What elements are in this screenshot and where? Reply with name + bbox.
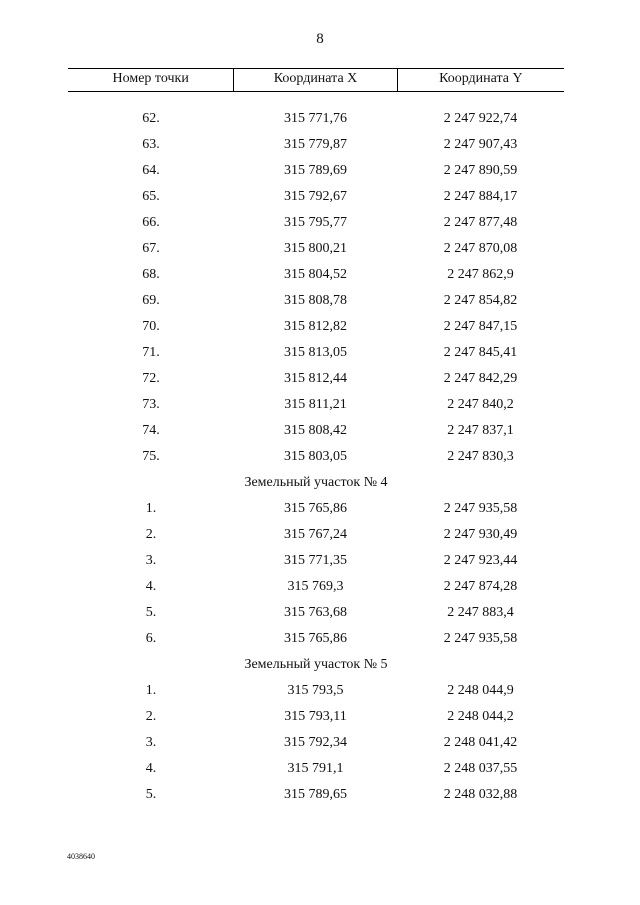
table-row [68,392,564,418]
table-row [68,600,564,626]
point-number-cell: 67. [142,241,160,256]
coordinate-x-cell: 315 793,11 [284,709,347,724]
coordinate-x-cell: 315 804,52 [284,267,347,282]
table-row [68,496,564,522]
table-row [68,158,564,184]
coordinate-y-cell: 2 247 883,4 [447,605,514,620]
point-number-cell: 63. [142,137,160,152]
coordinate-x-cell: 315 765,86 [284,501,347,516]
coordinate-x-cell: 315 795,77 [284,215,347,230]
point-number-cell: 4. [145,761,157,776]
coordinate-x-cell: 315 811,21 [284,397,347,412]
coordinate-x-cell: 315 808,78 [284,293,347,308]
point-number-cell: 62. [142,111,160,126]
point-number-cell: 2. [145,527,157,542]
point-number-cell: 64. [142,163,160,178]
table-row [68,184,564,210]
table-row [68,678,564,704]
point-number-cell: 70. [142,319,160,334]
coordinate-x-cell: 315 767,24 [284,527,347,542]
point-number-cell: 69. [142,293,160,308]
point-number-cell: 73. [142,397,160,412]
point-number-cell: 1. [145,501,157,516]
coordinate-y-cell: 2 248 044,9 [447,683,514,698]
table-row [68,106,564,132]
column-header-coordinate-y: Координата Y [397,69,564,91]
coordinate-x-cell: 315 789,65 [284,787,347,802]
coordinate-y-cell: 2 247 884,17 [443,189,518,204]
table-row [68,314,564,340]
table-row [68,340,564,366]
coordinate-y-cell: 2 247 854,82 [443,293,518,308]
table-row [68,730,564,756]
column-header-coordinate-x: Координата X [233,69,396,91]
point-number-cell: 2. [145,709,157,724]
table-row [68,366,564,392]
coordinate-y-cell: 2 247 845,41 [443,345,518,360]
point-number-cell: 66. [142,215,160,230]
coordinate-y-cell: 2 247 922,74 [443,111,518,126]
table-row [68,548,564,574]
coordinate-x-cell: 315 771,35 [284,553,347,568]
coordinate-x-cell: 315 792,67 [284,189,347,204]
table-row [68,262,564,288]
coordinate-x-cell: 315 765,86 [284,631,347,646]
coordinate-x-cell: 315 812,82 [284,319,347,334]
table-body [68,106,564,808]
coordinate-x-cell: 315 803,05 [284,449,347,464]
coordinate-y-cell: 2 247 870,08 [443,241,518,256]
point-number-cell: 6. [145,631,157,646]
coordinate-y-cell: 2 247 890,59 [443,163,518,178]
coordinate-y-cell: 2 247 923,44 [443,553,518,568]
section-title: Земельный участок № 5 [244,657,388,672]
point-number-cell: 65. [142,189,160,204]
point-number-cell: 75. [142,449,160,464]
table-header [68,68,564,92]
point-number-cell: 3. [145,735,157,750]
coordinate-y-cell: 2 247 874,28 [443,579,518,594]
point-number-cell: 5. [145,605,157,620]
coordinate-y-cell: 2 248 037,55 [443,761,518,776]
coordinate-x-cell: 315 763,68 [284,605,347,620]
table-row [68,444,564,470]
section-title: Земельный участок № 4 [244,475,388,490]
coordinate-y-cell: 2 248 032,88 [443,787,518,802]
coordinate-y-cell: 2 248 041,42 [443,735,518,750]
coordinate-y-cell: 2 247 935,58 [443,631,518,646]
table-row [68,210,564,236]
coordinate-x-cell: 315 779,87 [284,137,347,152]
coordinate-x-cell: 315 789,69 [284,163,347,178]
point-number-cell: 68. [142,267,160,282]
table-row [68,756,564,782]
coordinate-x-cell: 315 800,21 [284,241,347,256]
coordinate-y-cell: 2 247 935,58 [443,501,518,516]
coordinate-y-cell: 2 248 044,2 [447,709,514,724]
coordinate-x-cell: 315 812,44 [284,371,347,386]
table-row [68,704,564,730]
point-number-cell: 72. [142,371,160,386]
table-row [68,288,564,314]
coordinate-y-cell: 2 247 837,1 [447,423,514,438]
table-row [68,132,564,158]
coordinate-y-cell: 2 247 862,9 [447,267,514,282]
coordinate-x-cell: 315 793,5 [287,683,344,698]
point-number-cell: 3. [145,553,157,568]
column-header-point-number: Номер точки [112,71,189,86]
point-number-cell: 4. [145,579,157,594]
coordinates-table [68,68,564,808]
table-row [68,236,564,262]
coordinate-y-cell: 2 247 830,3 [447,449,514,464]
coordinate-x-cell: 315 808,42 [284,423,347,438]
coordinate-y-cell: 2 247 842,29 [443,371,518,386]
table-row [68,418,564,444]
coordinate-x-cell: 315 771,76 [284,111,347,126]
table-row [68,522,564,548]
coordinate-y-cell: 2 247 930,49 [443,527,518,542]
coordinate-x-cell: 315 813,05 [284,345,347,360]
coordinate-y-cell: 2 247 847,15 [443,319,518,334]
table-row [68,782,564,808]
coordinate-y-cell: 2 247 907,43 [443,137,518,152]
coordinate-y-cell: 2 247 840,2 [447,397,514,412]
coordinate-x-cell: 315 769,3 [287,579,344,594]
coordinate-x-cell: 315 791,1 [287,761,344,776]
coordinate-y-cell: 2 247 877,48 [443,215,518,230]
page-number: 8 [316,31,324,47]
point-number-cell: 71. [142,345,160,360]
point-number-cell: 74. [142,423,160,438]
point-number-cell: 1. [145,683,157,698]
coordinate-x-cell: 315 792,34 [284,735,347,750]
point-number-cell: 5. [145,787,157,802]
table-row [68,574,564,600]
table-row [68,626,564,652]
document-id: 4038640 [67,852,95,861]
